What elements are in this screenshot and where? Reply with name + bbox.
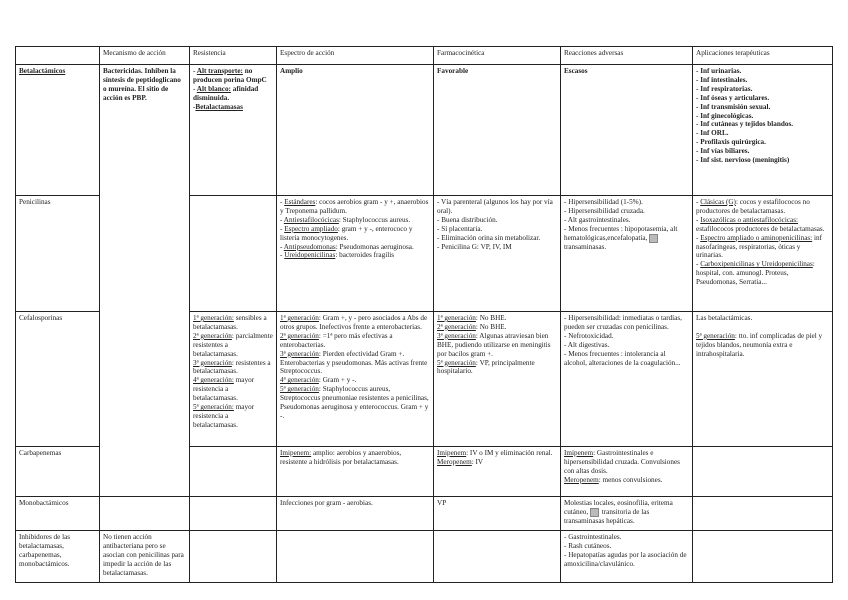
cell-text: : Pierden efectividad Gram +. Enterobacterias y pseudomonas. Más activas frente Streptococcus.: [280, 349, 428, 376]
cell-text: : gram + y -, enterococo y listeria monocytogenes.: [280, 224, 413, 242]
cell-label: Betalactamasas: [195, 102, 243, 111]
cell-text: - Menos frecuentes : hipopotasemia, alt hematológicas,encefalopatía,: [564, 224, 678, 242]
mecanismo-cell: [100, 497, 190, 531]
cell-label: Alt transporte:: [196, 67, 243, 75]
list-item: - Inf vías biliares.: [696, 147, 750, 156]
cell-label: Meropenem: [564, 475, 599, 484]
list-item: - Inf ginecológicas.: [696, 111, 754, 120]
espectro-cell: [277, 497, 434, 531]
row-name: [16, 531, 100, 583]
espectro-cell: [277, 65, 434, 196]
list-item: Las betalactámicas.: [696, 314, 753, 322]
header-cell: [16, 47, 100, 65]
list-item: - Sí placentaria.: [437, 224, 483, 233]
cell-label: Meropenem: [437, 457, 472, 466]
mecanismo-text: Bactericidas. Inhiben la síntesis de peptidoglicano o mureína. El sitio de acción es PBP.: [103, 67, 181, 102]
resistencia-cell: [190, 497, 277, 531]
header-cell: Reacciones adversas: [561, 47, 693, 65]
cell-text: : No BHE.: [475, 314, 507, 322]
cell-text: Infecciones por gram - aerobias.: [280, 499, 373, 507]
header-cell: Resistencia: [190, 47, 277, 65]
cell-label: Imipenem: [564, 449, 594, 457]
cell-text: : IV o IM y eliminación renal.: [466, 449, 553, 457]
farmaco-cell: [434, 497, 561, 531]
row-name: [16, 65, 100, 196]
cell-label: Carboxipenicilinas y Ureidopenicilinas: [700, 260, 813, 269]
row-title: Inhibidores de las betalactamasas, carbapenemas, monobactámicos.: [19, 533, 71, 568]
cell-label: 2ª generación: [280, 331, 319, 340]
arrow-up-icon: [590, 508, 599, 517]
cell-text: : Gram +, y - pero asociados a Abs de otros grupos. Inefectivos frente a enterobacterias.: [280, 314, 428, 331]
list-item: - Inf intestinales.: [696, 75, 748, 84]
cell-text: transitoria de las transaminasas hepáticas.: [564, 508, 650, 525]
aplicaciones-cell: [693, 497, 833, 531]
cell-text: Escasos: [564, 67, 588, 75]
antibiotics-table: [15, 46, 833, 583]
cell-text: : VP, principalmente hospitalario.: [437, 358, 535, 376]
cell-text: estafilococos productores de betalactamasas.: [696, 224, 825, 233]
cell-label: 3ª generación: [437, 331, 476, 340]
cell-text: Amplio: [280, 67, 303, 75]
cell-text: amplio: aerobios y anaerobios, resistente a hidrólisis por betalactamasas.: [280, 449, 402, 466]
farmaco-cell: [434, 531, 561, 583]
cell-label: 5ª generación: [280, 385, 319, 394]
cell-label: Alt blanco:: [196, 84, 231, 93]
cell-label: 4ª generación:: [193, 376, 234, 385]
espectro-cell: [277, 447, 434, 497]
cell-label: Ureidopenicilinas: [284, 251, 336, 260]
resistencia-cell: [190, 312, 277, 447]
cell-text: inf nasofaríngeas, respiratorias, óticas y urinarias.: [696, 233, 822, 260]
cell-label: 2ª generación: [193, 331, 232, 340]
cell-text: : cocos y estafilococos no productores de betalactamasas.: [696, 198, 810, 215]
cell-label: 4ª generación: [280, 376, 319, 385]
arrow-up-icon: [649, 234, 658, 243]
list-item: - Inf óseas y articulares.: [696, 93, 770, 102]
cell-text: Molestias locales, eosinofilia, eritema cutáneo,: [564, 499, 673, 517]
aplicaciones-cell: [693, 65, 833, 196]
espectro-cell: [277, 312, 434, 447]
row-title: Monobactámicos: [19, 499, 69, 507]
row-name: [16, 312, 100, 447]
adversas-cell: [561, 65, 693, 196]
mecanismo-cell: [100, 531, 190, 583]
list-item: - Hipersensibilidad: inmediatas o tardías, pueden ser cruzadas con penicilinas.: [564, 314, 682, 331]
table-row: [16, 531, 833, 583]
aplicaciones-cell: [693, 531, 833, 583]
table-row: [16, 65, 833, 196]
cell-label: 1ª generación:: [193, 314, 234, 322]
farmaco-cell: [434, 312, 561, 447]
cell-label: 5ª generación: [696, 331, 735, 340]
list-item: - Nefrotoxicidad.: [564, 331, 614, 340]
list-item: - Profilaxis quirúrgica.: [696, 138, 766, 147]
farmaco-cell: [434, 196, 561, 312]
cell-text: : Gastrointestinales e hipersensibilidad cruzada. Convulsiones con altas dosis.: [564, 449, 680, 475]
cell-label: 1ª generación: [280, 314, 319, 322]
cell-text: VP: [437, 499, 447, 507]
cell-text: Favorable: [437, 67, 469, 75]
adversas-cell: [561, 447, 693, 497]
cell-text: : Staphylococcus aureus, Streptococcus pneumoniae resistentes a penicilinas, Pseudomonas aeruginosa y enterococcus. Gram + y -.: [280, 385, 429, 420]
cell-label: Antipseudomonas: [283, 242, 336, 251]
header-row: [16, 47, 833, 65]
cell-label: 2ª generación: [437, 322, 476, 331]
cell-text: : Pseudomonas aeruginosa.: [335, 242, 414, 251]
cell-text: No tienen acción antibacteriana pero se asocian con penicilinas para impedir la acción de las betalactamasas.: [103, 533, 184, 577]
cell-text: afinidad disminuida.: [193, 84, 259, 102]
cell-label: Isoxazólicas o antiestafilocócicas:: [700, 215, 798, 224]
header-cell: Mecanismo de acción: [100, 47, 190, 65]
cell-label: Imipenem:: [280, 449, 312, 457]
list-item: - Inf sist. nervioso (meningitis): [696, 156, 790, 165]
header-cell: Espectro de acción: [277, 47, 434, 65]
table-row: [16, 497, 833, 531]
cell-label: Imipenem: [437, 449, 467, 457]
cell-label: 5ª generación: [437, 358, 476, 367]
cell-label: Clásicas (G): [700, 198, 736, 206]
list-item: - Hipersensibilidad (1-5%).: [564, 198, 643, 206]
list-item: - Inf urinarias.: [696, 67, 742, 75]
cell-label: 1ª generación: [437, 314, 476, 322]
list-item: - Alt gastrointestinales.: [564, 215, 631, 224]
espectro-cell: - Estándares: cocos aerobios gram - y +, anaerobios y Treponema pallidum. - Antiestafilocócicas: Staphylococcus aureus. - Espectro ampliado: gram + y -, enterococo y listeria monocytogenes. - Antipseudomonas: Pseudomonas aeruginosa. - Ureidopenicilinas: bacteroides fragilis: [277, 196, 434, 312]
row-title: Penicilinas: [19, 198, 51, 206]
row-name: [16, 497, 100, 531]
cell-text: : Staphylococcus aureus.: [338, 215, 411, 224]
cell-text: : IV: [471, 457, 484, 466]
mecanismo-cell: [100, 65, 190, 497]
list-item: - Vía parenteral (algunos los hay por vía oral).: [437, 198, 553, 215]
header-cell: Aplicaciones terapéuticas: [693, 47, 833, 65]
adversas-cell: [561, 196, 693, 312]
cell-text: : Algunas atraviesan bien BHE, pudiendo utilizarse en meningitis por bacilos gram +.: [437, 331, 551, 358]
cell-text: : resistentes a betalactamasas.: [193, 358, 271, 376]
resistencia-cell: [190, 531, 277, 583]
list-item: - Menos frecuentes : intolerancia al alcohol, alteraciones de la coagulación...: [564, 349, 681, 367]
list-item: - Inf transmisión sexual.: [696, 102, 771, 111]
cell-text: : parcialmente resistentes a betalactamasas.: [193, 331, 273, 358]
list-item: - Inf respiratorias.: [696, 84, 753, 93]
list-item: - Rash cutáneos.: [564, 541, 612, 550]
cell-text: : menos convulsiones.: [598, 475, 663, 484]
cell-label: Estándares: [284, 198, 316, 206]
cell-text: : tto. inf complicadas de piel y tejidos blandos, neumonía extra e intrahospitalaria.: [696, 331, 823, 358]
list-item: [564, 225, 689, 252]
resistencia-cell: [190, 447, 277, 497]
farmaco-cell: [434, 65, 561, 196]
list-item: - Eliminación orina sin metabolizar.: [437, 233, 541, 242]
cell-text: : bacteroides fragilis: [335, 251, 394, 260]
adversas-cell: [561, 497, 693, 531]
cell-text: : =1ª pero más efectivas a enterobacterias.: [280, 331, 393, 349]
cell-label: Espectro ampliado o aminopenicilinas:: [700, 233, 813, 242]
cell-label: 5ª generación:: [193, 403, 234, 412]
cell-label: 3ª generación: [193, 358, 232, 367]
list-item: - Inf ORL.: [696, 129, 729, 138]
aplicaciones-cell: [693, 312, 833, 447]
row-title: Carbapenemas: [19, 449, 62, 457]
row-title: Betalactámicos: [19, 67, 66, 75]
cell-text: mayor resistencia a betalactamasas.: [193, 376, 255, 403]
list-item: - Gastrointestinales.: [564, 533, 622, 541]
resistencia-cell: - Alt transporte: no producen porina OmpC - Alt blanco: afinidad disminuida. -Betalactamasas: [190, 65, 277, 196]
cell-text: : Gram + y -.: [318, 376, 357, 385]
cell-text: no producen porina OmpC: [193, 67, 267, 84]
adversas-cell: [561, 312, 693, 447]
cell-text: : cocos aerobios gram - y +, anaerobios y Treponema pallidum.: [280, 198, 429, 215]
list-item: - Hepatopatías agudas por la asociación de amoxicilina/clavulánico.: [564, 550, 687, 568]
cell-label: Antiestafilocócicas: [283, 215, 339, 224]
list-item: - Hipersensibilidad cruzada.: [564, 206, 645, 215]
list-item: - Alt digestivas.: [564, 340, 610, 349]
aplicaciones-cell: [693, 447, 833, 497]
cell-label: Espectro ampliado: [284, 224, 338, 233]
row-name: [16, 196, 100, 312]
adversas-cell: [561, 531, 693, 583]
resistencia-cell: [190, 196, 277, 312]
cell-label: 3ª generación: [280, 349, 319, 358]
espectro-cell: [277, 531, 434, 583]
row-title: Cefalosporinas: [19, 314, 63, 322]
list-item: - Inf cutáneas y tejidos blandos.: [696, 120, 794, 129]
cell-text: : No BHE.: [475, 322, 507, 331]
farmaco-cell: [434, 447, 561, 497]
list-item: - Penicilina G: VP, IV, IM: [437, 242, 512, 251]
row-name: [16, 447, 100, 497]
cell-text: sensibles a betalactamasas.: [193, 314, 267, 331]
header-cell: Farmacocinética: [434, 47, 561, 65]
cell-text: mayor resistencia a betalactamasas.: [193, 403, 255, 429]
cell-text: : hospital, con. amunogl. Proteus, Pseudomonas, Serratia...: [696, 260, 815, 287]
list-item: - Buena distribución.: [437, 215, 498, 224]
aplicaciones-cell: - Clásicas (G): cocos y estafilococos no productores de betalactamasas. - Isoxazólicas o antiestafilocócicas: estafilococos productores de betalactamasas. - Espectro ampliado o aminopenicilinas: inf nasofaríngeas, respiratorias, óticas y urinarias. - Carboxipenicilinas y Ureidopenicilinas: hospital, con. amunogl. Proteus, Pseudomonas, Serratia...: [693, 196, 833, 312]
cell-text: transaminasas.: [564, 242, 607, 251]
